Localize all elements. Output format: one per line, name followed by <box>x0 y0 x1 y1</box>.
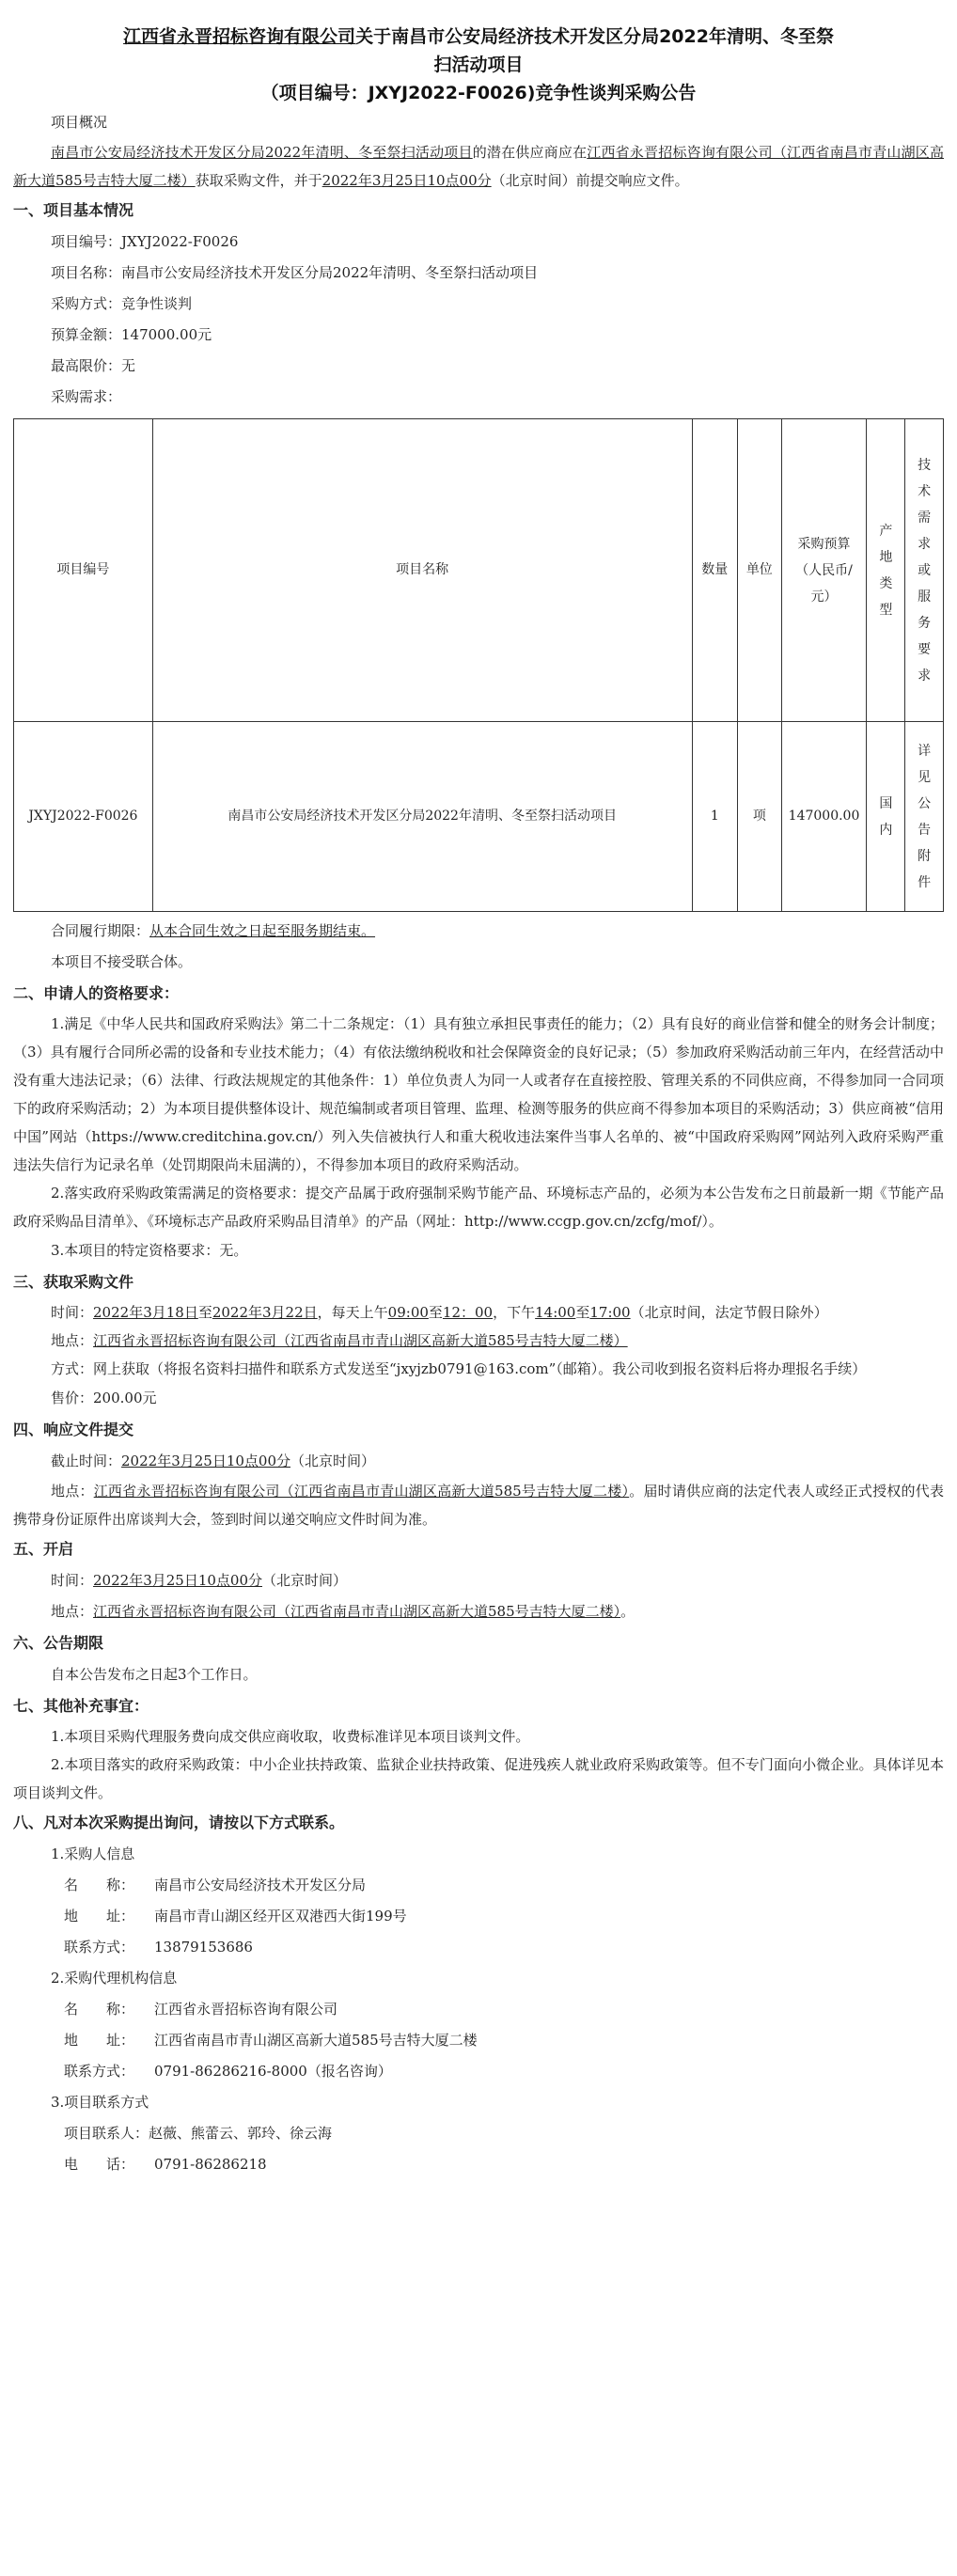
submission-place-note: 。届时请供应商的法定代表人或经正式授权的代表携带身份证原件出席谈判大会，签到时间以递交响应文件时间为准。 <box>13 1483 944 1528</box>
document-place-label: 地点： <box>51 1332 94 1349</box>
supplement-2: 2.本项目落实的政府采购政策：中小企业扶持政策、监狱企业扶持政策、促进残疾人就业政府采购政策等。但不专门面向小微企业。具体详见本项目谈判文件。 <box>13 1756 944 1801</box>
requirements-table <box>13 418 944 912</box>
opening-place-label: 地点： <box>51 1603 94 1620</box>
table-cell-name: 南昌市公安局经济技术开发区分局2022年清明、冬至祭扫活动项目 <box>152 722 692 912</box>
buyer-phone-label: 联系方式： <box>64 1939 135 1956</box>
overview-project-name: 南昌市公安局经济技术开发区分局2022年清明、冬至祭扫活动项目 <box>51 144 473 161</box>
announcement-title <box>13 23 944 107</box>
contact-person: 项目联系人：赵薇、熊蕾云、郭玲、徐云海 <box>64 2125 333 2142</box>
document-time-morning: ，每天上午 <box>317 1304 388 1321</box>
table-header-origin <box>867 419 905 722</box>
contract-period <box>13 916 944 947</box>
title-line-2: 扫活动项目 <box>433 55 524 75</box>
section1-heading: 一、项目基本情况 <box>13 201 134 219</box>
project-name: 项目名称：南昌市公安局经济技术开发区分局2022年清明、冬至祭扫活动项目 <box>51 264 539 281</box>
submission-deadline <box>13 1446 944 1477</box>
announcement-period: 自本公告发布之日起3个工作日。 <box>51 1666 258 1683</box>
document-time-start: 2022年3月18日 <box>93 1304 198 1321</box>
title-company: 江西省永晋招标咨询有限公司 <box>123 26 356 47</box>
qualification-1: 1.满足《中华人民共和国政府采购法》第二十二条规定：（1）具有独立承担民事责任的能力；（2）具有良好的商业信誉和健全的财务会计制度；（3）具有履行合同所必需的设备和专业技术能力；（4）有依法缴纳税收和社会保障资金的良好记录；（5）参加政府采购活动前三年内，在经营活动中没有重大违法记录；（6）法律、行政法规规定的其他条件：1）单位负责人为同一人或者存在直接控股、管理关系的不同供应商，不得参加同一合同项下的政府采购活动；2）为本项目提供整体设计、规范编制或者项目管理、监理、检测等服务的供应商不得参加本项目的采购活动；3）供应商被“信用中国”网站（https://www.creditchina.gov.cn/）列入失信被执行人和重大税收违法案件当事人名单的、被“中国政府采购网”网站列入政府采购严重违法失信行为记录名单（处罚期限尚未届满的），不得参加本项目的政府采购活动。 <box>13 1015 944 1173</box>
agent-address <box>13 2025 944 2056</box>
agent-address-value: 江西省南昌市青山湖区高新大道585号吉特大厦二楼 <box>154 2032 478 2049</box>
document-time-note: （北京时间，法定节假日除外） <box>630 1304 828 1321</box>
submission-deadline-note: （北京时间） <box>290 1453 376 1469</box>
buyer-address-value: 南昌市青山湖区经开区双港西大街199号 <box>154 1908 407 1924</box>
buyer-info-title: 1.采购人信息 <box>51 1846 135 1862</box>
opening-time-label: 时间： <box>51 1572 94 1589</box>
opening-time-note: （北京时间） <box>262 1572 348 1589</box>
opening-time <box>13 1565 944 1596</box>
table-header-unit: 单位 <box>738 419 782 722</box>
contract-period-label: 合同履行期限： <box>51 922 150 939</box>
document-time-afternoon: ，下午 <box>493 1304 536 1321</box>
max-price: 最高限价：无 <box>51 357 136 374</box>
contact-phone-label: 电 话： <box>64 2156 135 2173</box>
contact-phone <box>13 2149 944 2180</box>
overview-paragraph <box>13 138 944 195</box>
document-time <box>13 1298 944 1327</box>
agent-name-value: 江西省永晋招标咨询有限公司 <box>154 2001 338 2018</box>
project-code: 项目编号：JXYJ2022-F0026 <box>51 233 239 250</box>
overview-heading: 项目概况 <box>51 114 108 131</box>
table-cell-origin-text: 国内 <box>879 795 893 838</box>
overview-text-d: 获取采购文件，并于 <box>195 172 322 189</box>
buyer-phone <box>13 1932 944 1963</box>
overview-text-f: （北京时间）前提交响应文件。 <box>491 172 689 189</box>
section2-heading: 二、申请人的资格要求： <box>13 984 180 1002</box>
agent-phone-label: 联系方式： <box>64 2063 135 2080</box>
document-time-sep2: 至 <box>428 1304 443 1321</box>
table-cell-budget: 147000.00 <box>781 722 867 912</box>
section6-heading: 六、公告期限 <box>13 1634 104 1652</box>
document-time-pm-end: 17:00 <box>589 1304 631 1321</box>
overview-agency-address: 江西省永晋招标咨询有限公司（江西省南昌市青山湖区高新大道585号吉特大厦二楼） <box>13 144 944 189</box>
document-time-am-start: 09:00 <box>387 1304 429 1321</box>
table-cell-unit: 项 <box>738 722 782 912</box>
qualification-2: 2.落实政府采购政策需满足的资格要求：提交产品属于政府强制采购节能产品、环境标志产品的，必须为本公告发布之日前最新一期《节能产品政府采购品目清单》、《环境标志产品政府采购品目清单》的产品（网址：http://www.ccgp.gov.cn/zcfg/mof/）。 <box>13 1185 944 1230</box>
table-row <box>14 722 944 912</box>
submission-place-value: 江西省永晋招标咨询有限公司（江西省南昌市青山湖区高新大道585号吉特大厦二楼） <box>93 1483 630 1500</box>
requirements-table-header-row <box>14 419 944 722</box>
table-header-budget-text: 采购预算（人民币/元） <box>795 536 853 605</box>
document-time-sep3: 至 <box>575 1304 590 1321</box>
submission-place-label: 地点： <box>51 1483 94 1500</box>
opening-place <box>13 1596 944 1627</box>
contact-info-title: 3.项目联系方式 <box>51 2094 149 2111</box>
section4-heading: 四、响应文件提交 <box>13 1421 134 1438</box>
overview-deadline: 2022年3月25日10点00分 <box>322 172 492 189</box>
section3-heading: 三、获取采购文件 <box>13 1273 134 1291</box>
qualification-3: 3.本项目的特定资格要求：无。 <box>51 1242 248 1259</box>
submission-place <box>13 1477 944 1533</box>
procurement-method: 采购方式：竞争性谈判 <box>51 295 193 312</box>
section8-heading: 八、凡对本次采购提出询问，请按以下方式联系。 <box>13 1814 345 1831</box>
document-place-value: 江西省永晋招标咨询有限公司（江西省南昌市青山湖区高新大道585号吉特大厦二楼） <box>93 1332 628 1349</box>
opening-time-value: 2022年3月25日10点00分 <box>93 1572 262 1589</box>
document-place <box>13 1327 944 1355</box>
table-cell-tech-text: 详见公告附件 <box>918 743 932 890</box>
contract-period-value: 从本合同生效之日起至服务期结束。 <box>149 922 376 939</box>
buyer-phone-value: 13879153686 <box>154 1939 253 1956</box>
supplement-1: 1.本项目采购代理服务费向成交供应商收取，收费标准详见本项目谈判文件。 <box>51 1728 530 1745</box>
buyer-name-value: 南昌市公安局经济技术开发区分局 <box>154 1877 367 1893</box>
overview-text-b: 的潜在供应商应在 <box>472 144 588 161</box>
buyer-address-label: 地 址： <box>64 1908 135 1924</box>
submission-deadline-value: 2022年3月25日10点00分 <box>121 1453 290 1469</box>
table-cell-tech <box>905 722 944 912</box>
agent-info-title: 2.采购代理机构信息 <box>51 1970 178 1987</box>
table-cell-origin <box>867 722 905 912</box>
table-header-tech <box>905 419 944 722</box>
submission-deadline-label: 截止时间： <box>51 1453 122 1469</box>
agent-name-label: 名 称： <box>64 2001 135 2018</box>
table-header-name: 项目名称 <box>152 419 692 722</box>
document-time-end: 2022年3月22日 <box>212 1304 318 1321</box>
agent-address-label: 地 址： <box>64 2032 135 2049</box>
procurement-requirements-label: 采购需求： <box>51 388 122 405</box>
table-cell-qty: 1 <box>692 722 738 912</box>
document-time-am-end: 12：00 <box>442 1304 494 1321</box>
agent-phone-value: 0791-86286216-8000（报名咨询） <box>154 2063 392 2080</box>
table-header-budget <box>781 419 867 722</box>
title-line-3: （项目编号：JXYJ2022-F0026)竞争性谈判采购公告 <box>260 83 697 103</box>
table-header-tech-text: 技术需求或服务要求 <box>918 457 932 683</box>
document-price: 售价：200.00元 <box>51 1390 157 1406</box>
table-cell-code: JXYJ2022-F0026 <box>14 722 153 912</box>
section7-heading: 七、其他补充事宜： <box>13 1697 149 1715</box>
buyer-address <box>13 1901 944 1932</box>
document-method: 方式：网上获取（将报名资料扫描件和联系方式发送至“jxyjzb0791@163.com”（邮箱）。我公司收到报名资料后将办理报名手续） <box>51 1360 867 1377</box>
title-line-1 <box>13 23 944 51</box>
opening-place-value: 江西省永晋招标咨询有限公司（江西省南昌市青山湖区高新大道585号吉特大厦二楼） <box>93 1603 621 1620</box>
table-header-code: 项目编号 <box>14 419 153 722</box>
document-time-label: 时间： <box>51 1304 94 1321</box>
agent-phone <box>13 2056 944 2087</box>
table-header-qty: 数量 <box>692 419 738 722</box>
section5-heading: 五、开启 <box>13 1540 74 1558</box>
agent-name <box>13 1994 944 2025</box>
buyer-name-label: 名 称： <box>64 1877 135 1893</box>
table-header-origin-text: 产地类型 <box>879 523 893 618</box>
document-time-pm-start: 14:00 <box>535 1304 576 1321</box>
title-line-1-rest: 关于南昌市公安局经济技术开发区分局2022年清明、冬至祭 <box>355 26 834 47</box>
budget-amount: 预算金额：147000.00元 <box>51 326 212 343</box>
opening-place-end: 。 <box>620 1603 635 1620</box>
contact-phone-value: 0791-86286218 <box>154 2156 267 2173</box>
buyer-name <box>13 1870 944 1901</box>
document-time-sep: 至 <box>197 1304 212 1321</box>
consortium-note: 本项目不接受联合体。 <box>51 953 193 970</box>
